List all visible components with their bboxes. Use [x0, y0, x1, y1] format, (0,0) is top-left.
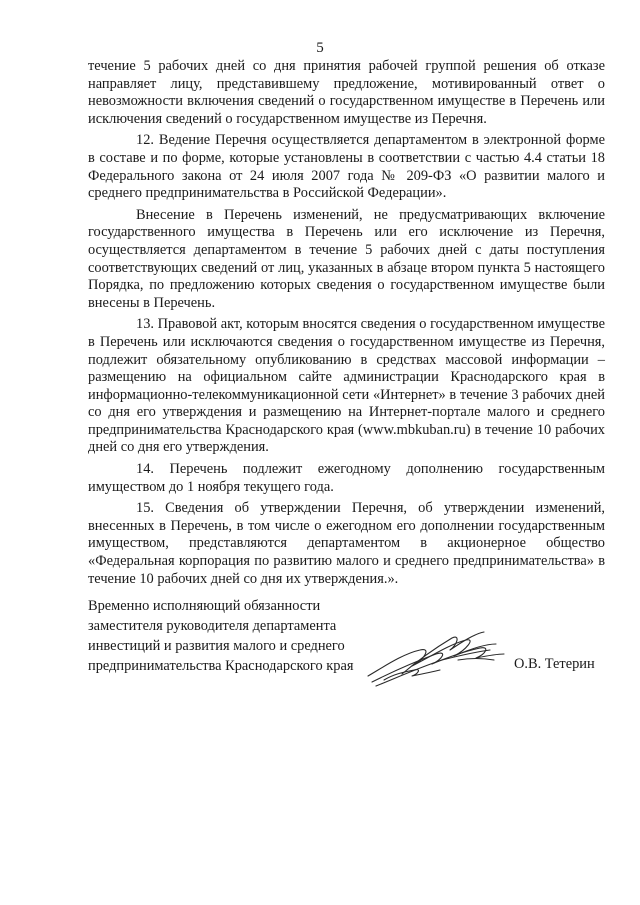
handwritten-signature — [362, 614, 512, 700]
paragraph-14: 14. Перечень подлежит ежегодному дополнению государственным имуществом до 1 ноября текущего года. — [88, 461, 605, 495]
signer-name: О.В. Тетерин — [514, 656, 595, 672]
body-text — [88, 58, 605, 592]
position-line: Временно исполняющий обязанности — [88, 598, 321, 614]
paragraph-12: 12. Ведение Перечня осуществляется департаментом в электронной форме в составе и по форме, которые установлены в соответствии с частью 4.4 статьи 18 Федерального закона от 24 июля 2007 года № 209-ФЗ «О развитии малого и среднего предпринимательства в Российской Федерации». — [88, 132, 605, 202]
paragraph-continuation: течение 5 рабочих дней со дня принятия рабочей группой решения об отказе направляет лицу, представившему предложение, мотивированный ответ о невозможности включения сведений о государственном имуществе в Перечень или исключения сведений о государственном имуществе из Перечня. — [88, 58, 605, 127]
position-line: заместителя руководителя департамента — [88, 618, 337, 634]
page-number: 5 — [316, 40, 324, 56]
position-line: инвестиций и развития малого и среднего — [88, 638, 345, 654]
paragraph-changes: Внесение в Перечень изменений, не предусматривающих включение государственного имущества в Перечень или его исключение из Перечня, осуществляется департаментом в течение 5 рабочих дней с даты поступления соответствующих сведений от лиц, указанных в абзаце втором пункта 5 настоящего Порядка, по предложению которых сведения о государственном имуществе были внесены в Перечень. — [88, 206, 605, 311]
position-line: предпринимательства Краснодарского края — [88, 658, 354, 674]
paragraph-13: 13. Правовой акт, которым вносятся сведения о государственном имуществе в Перечень или исключаются сведения о государственном имуществе из Перечня, подлежит обязательному опубликованию в средствах массовой информации – размещению на официальном сайте администрации Краснодарского края в информационно-телекоммуникационной сети «Интернет» в течение 3 рабочих дней со дня его утверждения и размещению на Интернет-портале малого и среднего предпринимательства Краснодарского края (www.mbkuban.ru) в течение 10 рабочих дней со дня его утверждения. — [88, 316, 605, 456]
paragraph-15: 15. Сведения об утверждении Перечня, об утверждении изменений, внесенных в Перечень, в том числе о ежегодном его дополнении государственным имуществом, представляются департаментом в акционерное общество «Федеральная корпорация по развитию малого и среднего предпринимательства» в течение 10 рабочих дней со дня их утверждения.». — [88, 500, 605, 587]
